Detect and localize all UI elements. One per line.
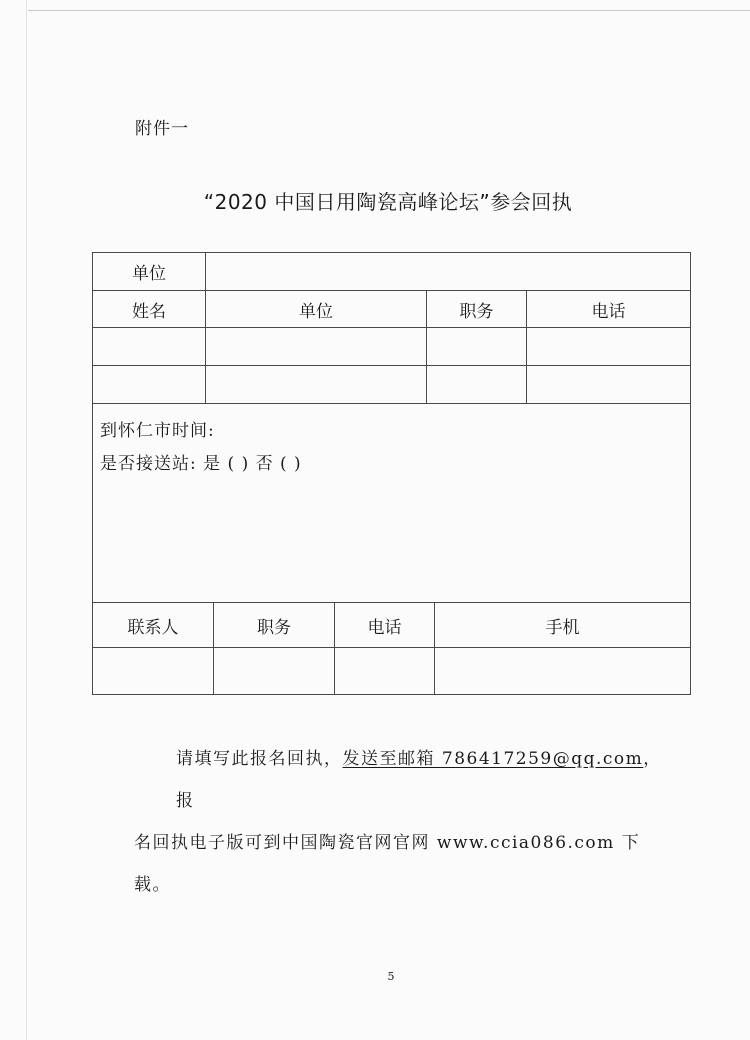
arrival-info-row — [93, 404, 691, 603]
contact-mobile-field[interactable] — [435, 648, 691, 695]
contact-person-field[interactable] — [93, 648, 214, 695]
attendee-unit-field[interactable] — [206, 366, 427, 404]
attendee-position-field[interactable] — [427, 366, 527, 404]
header-contact-mobile: 手机 — [435, 603, 691, 648]
attendee-phone-field[interactable] — [527, 366, 691, 404]
instructions-line-1 — [134, 738, 674, 822]
contact-position-field[interactable] — [214, 648, 335, 695]
unit-field[interactable] — [206, 253, 691, 291]
email-link[interactable]: 发送至邮箱 786417259@qq.com — [342, 749, 644, 769]
instructions-prefix: 请填写此报名回执， — [176, 749, 343, 769]
attendee-name-field[interactable] — [93, 328, 206, 366]
arrival-time-label: 到怀仁市时间: — [100, 421, 215, 441]
attendee-unit-field[interactable] — [206, 328, 427, 366]
header-unit: 单位 — [206, 291, 427, 328]
registration-form-table — [92, 252, 691, 695]
attendee-header-row — [93, 291, 691, 328]
attendee-name-field[interactable] — [93, 366, 206, 404]
instructions-suffix: ，报 — [176, 749, 662, 811]
contact-row — [93, 648, 691, 695]
submission-instructions — [134, 738, 674, 906]
page-title — [0, 186, 750, 215]
pickup-question: 是否接送站: 是 ( ) 否 ( ) — [100, 454, 302, 474]
header-contact-position: 职务 — [214, 603, 335, 648]
header-contact-person: 联系人 — [93, 603, 214, 648]
attendee-row — [93, 366, 691, 404]
attachment-label: 附件一 — [135, 119, 189, 139]
header-name: 姓名 — [93, 291, 206, 328]
attendee-phone-field[interactable] — [527, 328, 691, 366]
header-position: 职务 — [427, 291, 527, 328]
header-contact-phone: 电话 — [335, 603, 435, 648]
header-phone: 电话 — [527, 291, 691, 328]
attendee-position-field[interactable] — [427, 328, 527, 366]
contact-header-row — [93, 603, 691, 648]
arrival-info-cell[interactable] — [93, 404, 691, 603]
attendee-row — [93, 328, 691, 366]
contact-phone-field[interactable] — [335, 648, 435, 695]
unit-row — [93, 253, 691, 291]
page-number: 5 — [387, 970, 395, 983]
page-title-text: “2020 中国日用陶瓷高峰论坛”参会回执 — [203, 190, 573, 214]
instructions-line-2: 名回执电子版可到中国陶瓷官网官网 www.ccia086.com 下载。 — [134, 833, 641, 895]
scan-edge-left — [26, 0, 27, 1040]
unit-label: 单位 — [93, 253, 206, 291]
scan-edge-top — [28, 10, 750, 11]
